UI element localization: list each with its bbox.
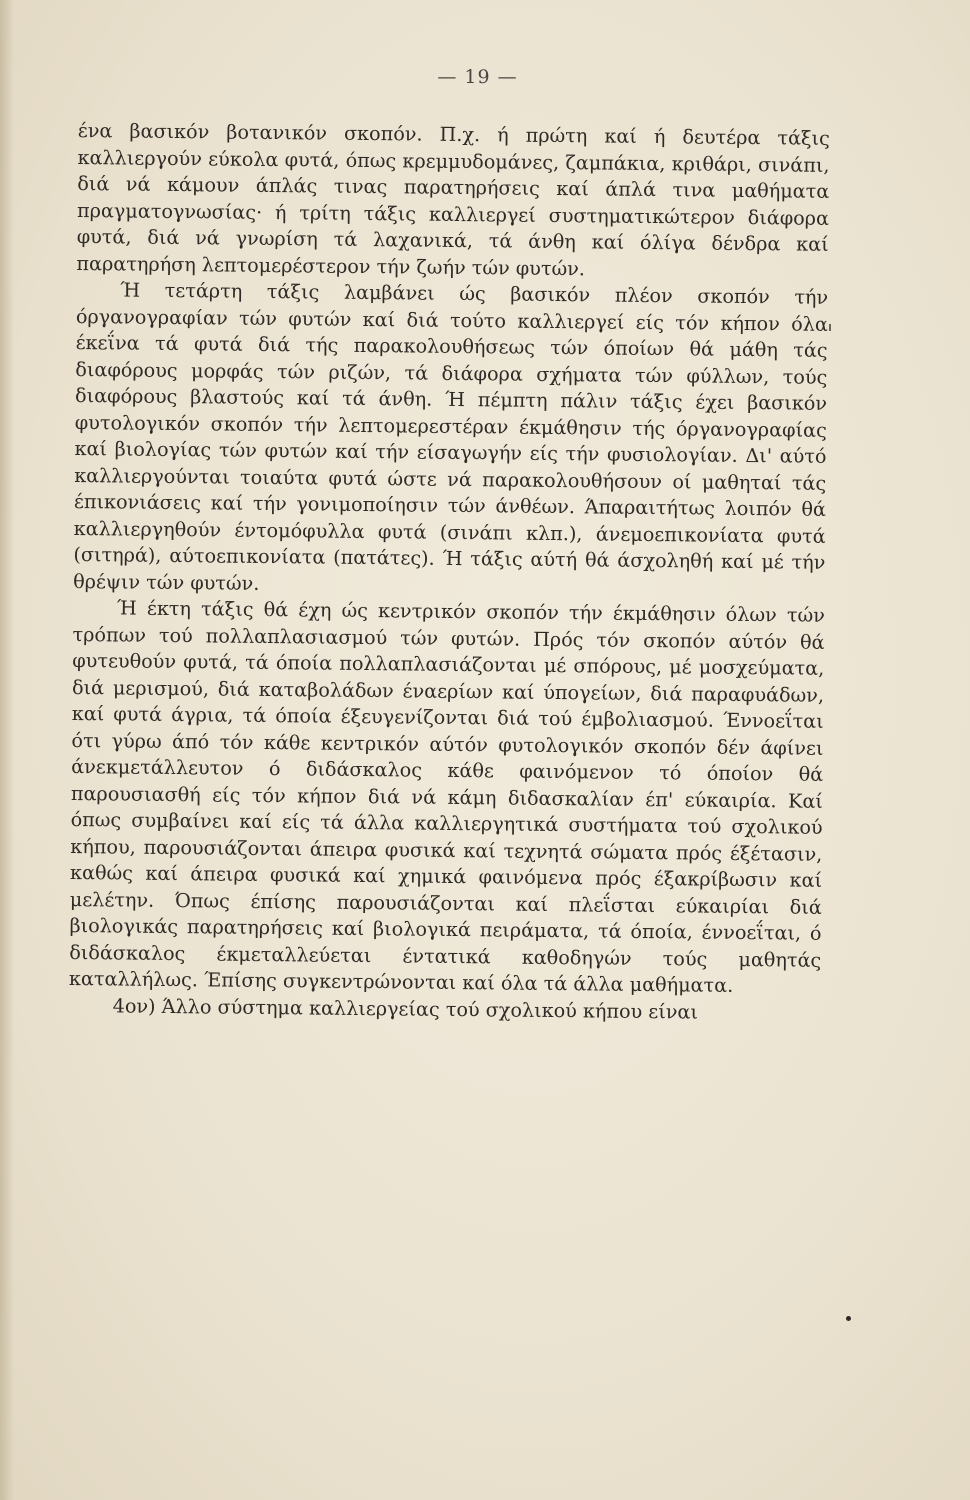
page-number: — 19 — [437, 66, 518, 88]
paragraph-1: ένα βασικόν βοτανικόν σκοπόν. Π.χ. ή πρώτη καί ή δευτέρα τάξις καλλιεργούν εύκολα φυτά, όπως κρεμμυδομάνες, ζαμπάκια, κριθάρι, σινάπι, διά νά κάμουν άπλάς τινας παρατηρήσεις καί άπλά τινα μαθήματα πραγματογνωσίας· ή τρίτη τάξις καλλιεργεί συστηματικώτερον διάφορα φυτά, διά νά γνωρίση τά λαχανικά, τά άνθη καί όλίγα δένδρα καί παρατηρήση λεπτομερέστερον τήν ζωήν τών φυτών. [76, 118, 830, 280]
paragraph-4: 4ον) Άλλο σύστημα καλλιεργείας τού σχολικού κήπου είναι [112, 993, 699, 1024]
margin-dot [846, 1316, 851, 1321]
body-text [69, 118, 830, 1027]
page-binding-shadow [0, 0, 14, 1500]
paragraph-3: Ή έκτη τάξις θά έχη ώς κεντρικόν σκοπόν τήν έκμάθησιν όλων τών τρόπων τού πολλαπλασιασμού τών φυτών. Πρός τόν σκοπόν αύτόν θά φυτευθούν φυτά, τά όποία πολλαπλασιάζονται μέ σπόρους, μέ μοσχεύματα, διά μερισμού, διά καταβολάδων έναερίων καί ύπογείων, διά παραφυάδων, καί φυτά άγρια, τά όποία έξευγενίζονται διά τού έμβολιασμού. Έννοεΐται ότι γύρω άπό τόν κάθε κεντρικόν αύτόν φυτολογικόν σκοπόν δέν άφίνει άνεκμετάλλευτον ό διδάσκαλος κάθε φαινόμενον τό όποίον θά παρουσιασθή είς τόν κήπον διά νά κάμη διδασκαλίαν έπ' εύκαιρία. Καί όπως συμβαίνει καί είς τά άλλα καλλιεργητικά συστήματα τού σχολικού κήπου, παρουσιάζονται άπειρα φυσικά καί τεχνητά σώματα πρός έξέτασιν, καθώς καί άπειρα φυσικά καί χημικά φαινόμενα πρός έξακρίβωσιν καί μελέτην. Όπως έπίσης παρουσιάζονται καί πλεΐσται εύκαιρίαι διά βιολογικάς παρατηρήσεις καί βιολογικά πειράματα, τά όποία, έννοεΐται, ό διδάσκαλος έκμεταλλεύεται έντατικά καθοδηγών τούς μαθητάς καταλλήλως. Έπίσης συγκεντρώνονται καί όλα τά άλλα μαθήματα. [68, 596, 825, 997]
paragraph-2: Ή τετάρτη τάξις λαμβάνει ώς βασικόν πλέον σκοπόν τήν όργανογραφίαν τών φυτών καί διά τούτο καλλιεργεί είς τόν κήπον όλα έκεΐνα τά φυτά διά τής παρακολουθήσεως τών όποίων θά μάθη τάς διαφόρους μορφάς τών ριζών, τά διάφορα σχήματα τών φύλλων, τούς διαφόρους βλαστούς καί τά άνθη. Ή πέμπτη πάλιν τάξις έχει βασικόν φυτολογικόν σκοπόν τήν λεπτομερεστέραν έκμάθησιν τής όργανογραφίας καί βιολογίας τών φυτών καί τήν είσαγωγήν είς τήν φυσιολογίαν. Δι' αύτό καλλιεργούνται τοιαύτα φυτά ώστε νά παρακολουθήσουν οί μαθηταί τάς έπικονιάσεις καί τήν γονιμοποίησιν τών άνθέων. Άπαραιτήτως λοιπόν θά καλλιεργηθούν έντομόφυλλα φυτά (σινάπι κλπ.), άνεμοεπικονίατα φυτά (σιτηρά), αύτοεπικονίατα (πατάτες). Ή τάξις αύτή θά άσχοληθή καί μέ τήν θρέψιν τών φυτών. [73, 278, 829, 595]
margin-mark [829, 324, 831, 331]
